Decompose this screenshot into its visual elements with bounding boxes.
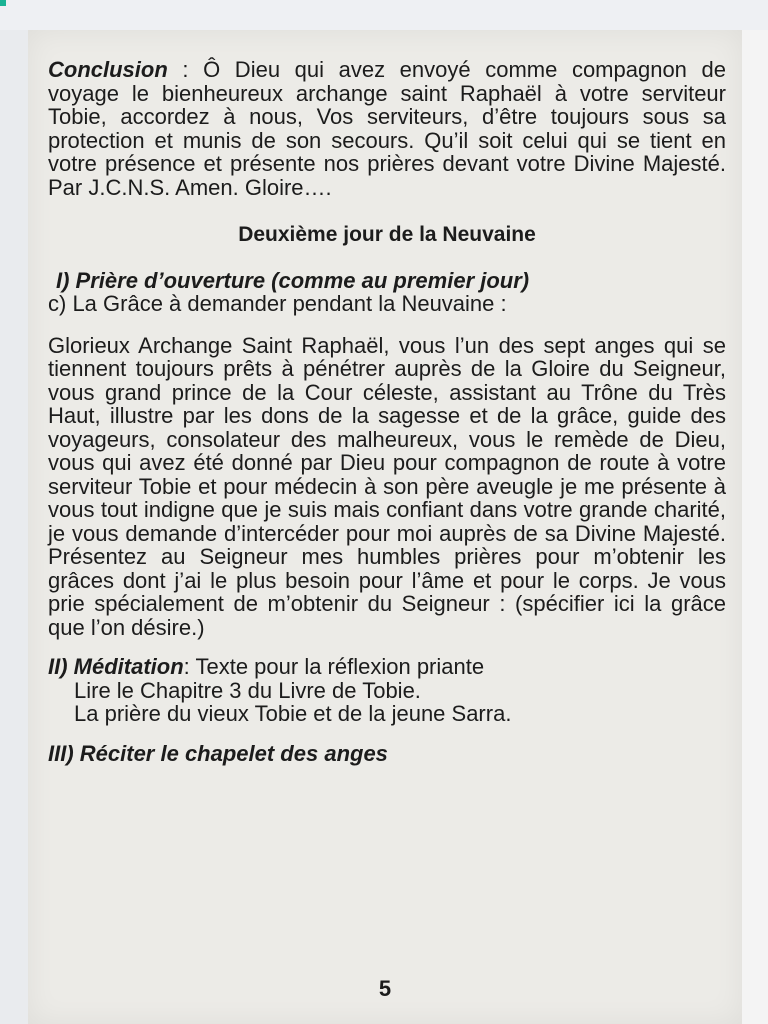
prayer-paragraph: Glorieux Archange Saint Raphaël, vous l’un des sept anges qui se tiennent toujours prêts à pénétrer auprès de la Gloire du Seigneur, vous grand prince de la Cour céleste, assistant au Trône du Très Haut, illustre par les dons de la sagesse et de la grâce, guide des voyageurs, consolateur des malheureux, vous le remède de Dieu, vous qui avez été donné par Dieu pour compagnon de route à votre serviteur Tobie et pour médecin à son père aveugle je me présente à vous tout indigne que je suis mais confiant dans votre grande charité, je vous demande d’intercéder pour moi auprès de sa Divine Majesté. Présentez au Seigneur mes humbles prières pour m’obtenir les grâces dont j’ai le plus besoin pour l’âme et pour le corps. Je vous prie spécialement de m’obtenir du Seigneur : (spécifier ici la grâce que l’on désire.): [48, 332, 726, 640]
chapelet-heading: III) Réciter le chapelet des anges: [48, 740, 388, 766]
page-content: [48, 58, 726, 765]
conclusion-label: Conclusion: [48, 57, 168, 82]
day-heading: Deuxième jour de la Neuvaine: [238, 223, 536, 246]
grace-line: c) La Grâce à demander pendant la Neuvaine :: [48, 291, 507, 316]
page-number: 5: [378, 976, 392, 1001]
book-page: [28, 30, 742, 1024]
meditation-heading: [48, 655, 726, 679]
opening-prayer-heading: I) Prière d’ouverture (comme au premier jour): [56, 267, 530, 293]
page-edge: [742, 30, 768, 1024]
top-bar: [0, 0, 768, 30]
accent-mark: [0, 0, 6, 6]
meditation-label: II) Méditation: [48, 654, 184, 679]
meditation-block: [48, 655, 726, 726]
conclusion-paragraph: [48, 58, 726, 199]
meditation-text: : Texte pour la réflexion priante: [183, 654, 485, 679]
meditation-line-2: La prière du vieux Tobie et de la jeune Sarra.: [74, 701, 512, 726]
conclusion-text: : Ô Dieu qui avez envoyé comme compagnon de voyage le bienheureux archange saint Raphaël à votre serviteur Tobie, accordez à nous, Vos serviteurs, d’être toujours sous sa protection et munis de son secours. Qu’il soit celui qui se tient en votre présence et présente nos prières devant votre Divine Majesté. Par J.C.N.S. Amen. Gloire….: [48, 57, 726, 200]
meditation-line-1: Lire le Chapitre 3 du Livre de Tobie.: [74, 677, 421, 703]
